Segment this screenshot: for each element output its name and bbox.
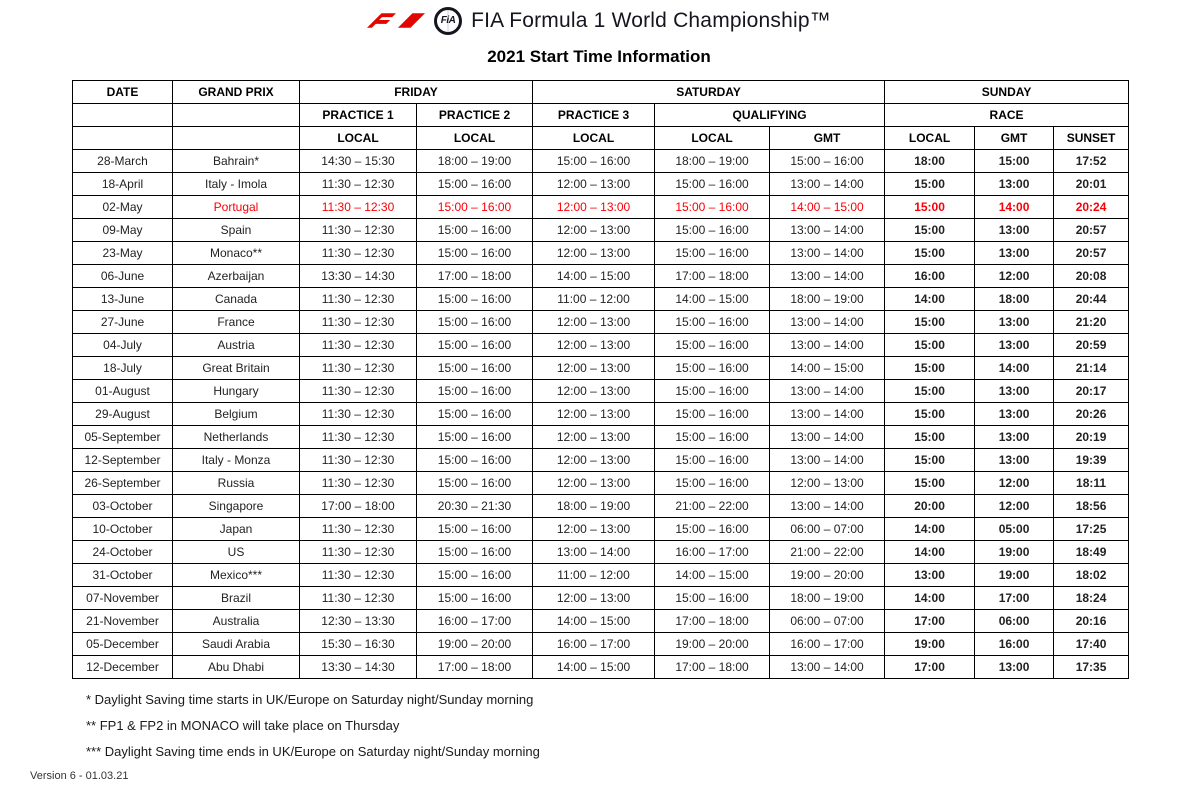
footnote-dst-start: * Daylight Saving time starts in UK/Europe on Saturday night/Sunday morning [86, 692, 534, 707]
grand-prix-name: Bahrain* [173, 150, 300, 173]
grand-prix-name: Russia [173, 472, 300, 495]
practice1-local-time: 11:30 – 12:30 [300, 449, 417, 472]
practice3-local-time: 12:00 – 13:00 [533, 219, 655, 242]
race-gmt-time: 17:00 [975, 587, 1054, 610]
race-date: 29-August [73, 403, 173, 426]
race-gmt-time: 13:00 [975, 380, 1054, 403]
qualifying-gmt-time: 06:00 – 07:00 [770, 518, 885, 541]
practice2-local-time: 15:00 – 16:00 [417, 587, 533, 610]
qualifying-gmt-time: 13:00 – 14:00 [770, 265, 885, 288]
table-row [73, 449, 1129, 472]
race-date: 01-August [73, 380, 173, 403]
qualifying-gmt-time: 13:00 – 14:00 [770, 242, 885, 265]
practice2-local-time: 15:00 – 16:00 [417, 426, 533, 449]
race-gmt-time: 14:00 [975, 196, 1054, 219]
practice3-local-time: 12:00 – 13:00 [533, 380, 655, 403]
race-gmt-time: 13:00 [975, 426, 1054, 449]
grand-prix-name: Singapore [173, 495, 300, 518]
practice2-local-time: 15:00 – 16:00 [417, 403, 533, 426]
race-local-time: 17:00 [885, 610, 975, 633]
practice3-local-time: 12:00 – 13:00 [533, 196, 655, 219]
qualifying-local-time: 15:00 – 16:00 [655, 587, 770, 610]
practice2-local-time: 15:00 – 16:00 [417, 196, 533, 219]
qualifying-local-time: 17:00 – 18:00 [655, 656, 770, 679]
sunset-time: 20:57 [1054, 219, 1129, 242]
header-qualifying: QUALIFYING [655, 104, 885, 127]
race-local-time: 15:00 [885, 196, 975, 219]
header-p3-local: LOCAL [533, 127, 655, 150]
practice1-local-time: 11:30 – 12:30 [300, 242, 417, 265]
qualifying-local-time: 15:00 – 16:00 [655, 357, 770, 380]
practice2-local-time: 16:00 – 17:00 [417, 610, 533, 633]
table-row [73, 541, 1129, 564]
qualifying-gmt-time: 16:00 – 17:00 [770, 633, 885, 656]
race-local-time: 14:00 [885, 587, 975, 610]
race-date: 12-December [73, 656, 173, 679]
header-practice3: PRACTICE 3 [533, 104, 655, 127]
practice1-local-time: 15:30 – 16:30 [300, 633, 417, 656]
grand-prix-name: Japan [173, 518, 300, 541]
sunset-time: 17:25 [1054, 518, 1129, 541]
race-date: 02-May [73, 196, 173, 219]
race-local-time: 13:00 [885, 564, 975, 587]
practice2-local-time: 15:00 – 16:00 [417, 472, 533, 495]
race-local-time: 15:00 [885, 449, 975, 472]
qualifying-local-time: 19:00 – 20:00 [655, 633, 770, 656]
practice3-local-time: 16:00 – 17:00 [533, 633, 655, 656]
grand-prix-name: Azerbaijan [173, 265, 300, 288]
footnote-dst-end: *** Daylight Saving time ends in UK/Europe on Saturday night/Sunday morning [86, 744, 540, 759]
race-date: 06-June [73, 265, 173, 288]
practice3-local-time: 14:00 – 15:00 [533, 610, 655, 633]
qualifying-local-time: 15:00 – 16:00 [655, 472, 770, 495]
header-race: RACE [885, 104, 1129, 127]
race-gmt-time: 12:00 [975, 265, 1054, 288]
empty-cell [173, 104, 300, 127]
table-row [73, 518, 1129, 541]
grand-prix-name: Canada [173, 288, 300, 311]
race-gmt-time: 18:00 [975, 288, 1054, 311]
race-date: 09-May [73, 219, 173, 242]
sunset-time: 17:35 [1054, 656, 1129, 679]
table-row [73, 495, 1129, 518]
practice3-local-time: 12:00 – 13:00 [533, 518, 655, 541]
practice1-local-time: 11:30 – 12:30 [300, 288, 417, 311]
header-row-days [73, 81, 1129, 104]
table-row [73, 334, 1129, 357]
qualifying-local-time: 15:00 – 16:00 [655, 242, 770, 265]
practice3-local-time: 12:00 – 13:00 [533, 449, 655, 472]
qualifying-gmt-time: 21:00 – 22:00 [770, 541, 885, 564]
sunset-time: 20:59 [1054, 334, 1129, 357]
practice2-local-time: 17:00 – 18:00 [417, 656, 533, 679]
grand-prix-name: Saudi Arabia [173, 633, 300, 656]
race-gmt-time: 13:00 [975, 173, 1054, 196]
header-row-timezones [73, 127, 1129, 150]
grand-prix-name: Spain [173, 219, 300, 242]
race-date: 18-July [73, 357, 173, 380]
qualifying-local-time: 15:00 – 16:00 [655, 219, 770, 242]
grand-prix-name: France [173, 311, 300, 334]
practice2-local-time: 19:00 – 20:00 [417, 633, 533, 656]
practice2-local-time: 15:00 – 16:00 [417, 518, 533, 541]
race-date: 18-April [73, 173, 173, 196]
practice2-local-time: 15:00 – 16:00 [417, 311, 533, 334]
grand-prix-name: Hungary [173, 380, 300, 403]
race-local-time: 20:00 [885, 495, 975, 518]
sunset-time: 20:26 [1054, 403, 1129, 426]
practice1-local-time: 11:30 – 12:30 [300, 587, 417, 610]
practice2-local-time: 15:00 – 16:00 [417, 242, 533, 265]
practice1-local-time: 11:30 – 12:30 [300, 426, 417, 449]
grand-prix-name: Great Britain [173, 357, 300, 380]
race-date: 04-July [73, 334, 173, 357]
qualifying-local-time: 15:00 – 16:00 [655, 426, 770, 449]
race-date: 03-October [73, 495, 173, 518]
table-row [73, 150, 1129, 173]
table-row [73, 587, 1129, 610]
championship-title: FIA Formula 1 World Championship™ [471, 8, 831, 32]
qualifying-local-time: 15:00 – 16:00 [655, 196, 770, 219]
qualifying-gmt-time: 13:00 – 14:00 [770, 219, 885, 242]
practice1-local-time: 11:30 – 12:30 [300, 380, 417, 403]
qualifying-gmt-time: 14:00 – 15:00 [770, 357, 885, 380]
sunset-time: 17:40 [1054, 633, 1129, 656]
grand-prix-name: Belgium [173, 403, 300, 426]
qualifying-local-time: 15:00 – 16:00 [655, 380, 770, 403]
practice2-local-time: 15:00 – 16:00 [417, 564, 533, 587]
practice3-local-time: 12:00 – 13:00 [533, 472, 655, 495]
practice3-local-time: 12:00 – 13:00 [533, 403, 655, 426]
practice1-local-time: 11:30 – 12:30 [300, 334, 417, 357]
qualifying-local-time: 15:00 – 16:00 [655, 449, 770, 472]
practice1-local-time: 11:30 – 12:30 [300, 541, 417, 564]
practice3-local-time: 14:00 – 15:00 [533, 265, 655, 288]
header-q-gmt: GMT [770, 127, 885, 150]
practice1-local-time: 11:30 – 12:30 [300, 173, 417, 196]
practice3-local-time: 11:00 – 12:00 [533, 288, 655, 311]
grand-prix-name: Netherlands [173, 426, 300, 449]
practice3-local-time: 12:00 – 13:00 [533, 311, 655, 334]
practice1-local-time: 11:30 – 12:30 [300, 472, 417, 495]
race-local-time: 16:00 [885, 265, 975, 288]
race-date: 26-September [73, 472, 173, 495]
table-row [73, 196, 1129, 219]
sunset-time: 18:24 [1054, 587, 1129, 610]
race-gmt-time: 13:00 [975, 242, 1054, 265]
qualifying-local-time: 15:00 – 16:00 [655, 334, 770, 357]
table-row [73, 242, 1129, 265]
practice2-local-time: 17:00 – 18:00 [417, 265, 533, 288]
sunset-time: 20:01 [1054, 173, 1129, 196]
practice2-local-time: 15:00 – 16:00 [417, 449, 533, 472]
race-date: 23-May [73, 242, 173, 265]
header-row-sessions [73, 104, 1129, 127]
practice2-local-time: 15:00 – 16:00 [417, 173, 533, 196]
race-date: 31-October [73, 564, 173, 587]
header-p2-local: LOCAL [417, 127, 533, 150]
race-local-time: 15:00 [885, 219, 975, 242]
table-row [73, 311, 1129, 334]
start-time-table [72, 80, 1129, 679]
sunset-time: 17:52 [1054, 150, 1129, 173]
practice2-local-time: 15:00 – 16:00 [417, 288, 533, 311]
qualifying-gmt-time: 06:00 – 07:00 [770, 610, 885, 633]
table-row [73, 610, 1129, 633]
qualifying-gmt-time: 14:00 – 15:00 [770, 196, 885, 219]
practice2-local-time: 15:00 – 16:00 [417, 541, 533, 564]
practice1-local-time: 14:30 – 15:30 [300, 150, 417, 173]
practice3-local-time: 12:00 – 13:00 [533, 587, 655, 610]
qualifying-gmt-time: 13:00 – 14:00 [770, 173, 885, 196]
race-gmt-time: 19:00 [975, 564, 1054, 587]
race-local-time: 15:00 [885, 472, 975, 495]
grand-prix-name: Brazil [173, 587, 300, 610]
empty-cell [173, 127, 300, 150]
practice3-local-time: 12:00 – 13:00 [533, 426, 655, 449]
header-saturday: SATURDAY [533, 81, 885, 104]
sunset-time: 20:24 [1054, 196, 1129, 219]
schedule-body [73, 150, 1129, 679]
qualifying-local-time: 14:00 – 15:00 [655, 288, 770, 311]
practice3-local-time: 12:00 – 13:00 [533, 334, 655, 357]
table-row [73, 472, 1129, 495]
table-header [73, 81, 1129, 150]
race-local-time: 15:00 [885, 334, 975, 357]
version-label: Version 6 - 01.03.21 [30, 770, 129, 782]
practice1-local-time: 11:30 – 12:30 [300, 311, 417, 334]
race-date: 05-September [73, 426, 173, 449]
header-sunset: SUNSET [1054, 127, 1129, 150]
race-gmt-time: 19:00 [975, 541, 1054, 564]
practice3-local-time: 12:00 – 13:00 [533, 173, 655, 196]
practice1-local-time: 13:30 – 14:30 [300, 265, 417, 288]
practice3-local-time: 13:00 – 14:00 [533, 541, 655, 564]
practice3-local-time: 12:00 – 13:00 [533, 242, 655, 265]
header-race-local: LOCAL [885, 127, 975, 150]
race-gmt-time: 05:00 [975, 518, 1054, 541]
practice3-local-time: 14:00 – 15:00 [533, 656, 655, 679]
qualifying-gmt-time: 19:00 – 20:00 [770, 564, 885, 587]
practice2-local-time: 15:00 – 16:00 [417, 334, 533, 357]
sunset-time: 18:02 [1054, 564, 1129, 587]
empty-cell [73, 127, 173, 150]
header-grand-prix: GRAND PRIX [173, 81, 300, 104]
footnote-monaco: ** FP1 & FP2 in MONACO will take place on Thursday [86, 718, 400, 733]
race-date: 21-November [73, 610, 173, 633]
sunset-time: 21:20 [1054, 311, 1129, 334]
race-date: 28-March [73, 150, 173, 173]
race-gmt-time: 06:00 [975, 610, 1054, 633]
qualifying-gmt-time: 13:00 – 14:00 [770, 311, 885, 334]
race-gmt-time: 15:00 [975, 150, 1054, 173]
sunset-time: 20:57 [1054, 242, 1129, 265]
qualifying-local-time: 17:00 – 18:00 [655, 265, 770, 288]
table-row [73, 633, 1129, 656]
sunset-time: 20:08 [1054, 265, 1129, 288]
race-gmt-time: 13:00 [975, 449, 1054, 472]
race-date: 12-September [73, 449, 173, 472]
sunset-time: 18:11 [1054, 472, 1129, 495]
footnotes [86, 692, 1198, 759]
qualifying-local-time: 15:00 – 16:00 [655, 518, 770, 541]
race-local-time: 15:00 [885, 357, 975, 380]
race-local-time: 14:00 [885, 518, 975, 541]
practice1-local-time: 11:30 – 12:30 [300, 403, 417, 426]
sunset-time: 18:49 [1054, 541, 1129, 564]
grand-prix-name: US [173, 541, 300, 564]
grand-prix-name: Italy - Imola [173, 173, 300, 196]
page-title: 2021 Start Time Information [487, 47, 711, 66]
race-local-time: 15:00 [885, 380, 975, 403]
qualifying-local-time: 21:00 – 22:00 [655, 495, 770, 518]
grand-prix-name: Italy - Monza [173, 449, 300, 472]
race-local-time: 15:00 [885, 173, 975, 196]
table-row [73, 564, 1129, 587]
practice2-local-time: 20:30 – 21:30 [417, 495, 533, 518]
practice3-local-time: 15:00 – 16:00 [533, 150, 655, 173]
table-row [73, 403, 1129, 426]
sunset-time: 18:56 [1054, 495, 1129, 518]
grand-prix-name: Australia [173, 610, 300, 633]
grand-prix-name: Mexico*** [173, 564, 300, 587]
grand-prix-name: Abu Dhabi [173, 656, 300, 679]
grand-prix-name: Monaco** [173, 242, 300, 265]
race-gmt-time: 13:00 [975, 656, 1054, 679]
race-date: 05-December [73, 633, 173, 656]
qualifying-gmt-time: 13:00 – 14:00 [770, 380, 885, 403]
race-gmt-time: 12:00 [975, 472, 1054, 495]
race-local-time: 15:00 [885, 242, 975, 265]
qualifying-gmt-time: 13:00 – 14:00 [770, 449, 885, 472]
race-local-time: 18:00 [885, 150, 975, 173]
practice1-local-time: 17:00 – 18:00 [300, 495, 417, 518]
sunset-time: 20:17 [1054, 380, 1129, 403]
race-gmt-time: 13:00 [975, 334, 1054, 357]
race-local-time: 19:00 [885, 633, 975, 656]
brand-header [0, 0, 1198, 36]
race-gmt-time: 12:00 [975, 495, 1054, 518]
sunset-time: 20:19 [1054, 426, 1129, 449]
header-practice2: PRACTICE 2 [417, 104, 533, 127]
table-row [73, 265, 1129, 288]
sunset-time: 21:14 [1054, 357, 1129, 380]
race-local-time: 14:00 [885, 541, 975, 564]
header-friday: FRIDAY [300, 81, 533, 104]
practice3-local-time: 18:00 – 19:00 [533, 495, 655, 518]
practice1-local-time: 11:30 – 12:30 [300, 564, 417, 587]
table-row [73, 380, 1129, 403]
qualifying-local-time: 14:00 – 15:00 [655, 564, 770, 587]
table-row [73, 426, 1129, 449]
qualifying-gmt-time: 13:00 – 14:00 [770, 334, 885, 357]
practice1-local-time: 11:30 – 12:30 [300, 219, 417, 242]
race-gmt-time: 13:00 [975, 311, 1054, 334]
sunset-time: 20:16 [1054, 610, 1129, 633]
race-local-time: 15:00 [885, 311, 975, 334]
header-practice1: PRACTICE 1 [300, 104, 417, 127]
sunset-time: 19:39 [1054, 449, 1129, 472]
qualifying-gmt-time: 13:00 – 14:00 [770, 495, 885, 518]
qualifying-local-time: 15:00 – 16:00 [655, 403, 770, 426]
practice1-local-time: 11:30 – 12:30 [300, 196, 417, 219]
empty-cell [73, 104, 173, 127]
qualifying-gmt-time: 13:00 – 14:00 [770, 403, 885, 426]
race-local-time: 17:00 [885, 656, 975, 679]
practice2-local-time: 15:00 – 16:00 [417, 219, 533, 242]
practice2-local-time: 15:00 – 16:00 [417, 380, 533, 403]
qualifying-gmt-time: 12:00 – 13:00 [770, 472, 885, 495]
race-date: 10-October [73, 518, 173, 541]
race-date: 24-October [73, 541, 173, 564]
race-date: 07-November [73, 587, 173, 610]
qualifying-local-time: 15:00 – 16:00 [655, 311, 770, 334]
race-local-time: 15:00 [885, 403, 975, 426]
header-sunday: SUNDAY [885, 81, 1129, 104]
race-gmt-time: 13:00 [975, 403, 1054, 426]
race-date: 13-June [73, 288, 173, 311]
race-local-time: 15:00 [885, 426, 975, 449]
grand-prix-name: Austria [173, 334, 300, 357]
practice1-local-time: 13:30 – 14:30 [300, 656, 417, 679]
grand-prix-name: Portugal [173, 196, 300, 219]
practice1-local-time: 11:30 – 12:30 [300, 518, 417, 541]
race-gmt-time: 16:00 [975, 633, 1054, 656]
header-q-local: LOCAL [655, 127, 770, 150]
table-row [73, 656, 1129, 679]
sunset-time: 20:44 [1054, 288, 1129, 311]
qualifying-gmt-time: 18:00 – 19:00 [770, 288, 885, 311]
practice1-local-time: 11:30 – 12:30 [300, 357, 417, 380]
qualifying-gmt-time: 13:00 – 14:00 [770, 426, 885, 449]
race-gmt-time: 14:00 [975, 357, 1054, 380]
header-p1-local: LOCAL [300, 127, 417, 150]
table-row [73, 173, 1129, 196]
qualifying-gmt-time: 13:00 – 14:00 [770, 656, 885, 679]
qualifying-local-time: 16:00 – 17:00 [655, 541, 770, 564]
practice1-local-time: 12:30 – 13:30 [300, 610, 417, 633]
qualifying-gmt-time: 18:00 – 19:00 [770, 587, 885, 610]
table-row [73, 288, 1129, 311]
practice3-local-time: 11:00 – 12:00 [533, 564, 655, 587]
race-date: 27-June [73, 311, 173, 334]
header-date: DATE [73, 81, 173, 104]
table-row [73, 357, 1129, 380]
qualifying-local-time: 15:00 – 16:00 [655, 173, 770, 196]
practice2-local-time: 15:00 – 16:00 [417, 357, 533, 380]
practice3-local-time: 12:00 – 13:00 [533, 357, 655, 380]
race-local-time: 14:00 [885, 288, 975, 311]
qualifying-local-time: 17:00 – 18:00 [655, 610, 770, 633]
f1-logo-icon [367, 13, 425, 28]
table-row [73, 219, 1129, 242]
practice2-local-time: 18:00 – 19:00 [417, 150, 533, 173]
qualifying-local-time: 18:00 – 19:00 [655, 150, 770, 173]
header-race-gmt: GMT [975, 127, 1054, 150]
race-gmt-time: 13:00 [975, 219, 1054, 242]
fia-emblem-icon: FiA [434, 7, 462, 35]
qualifying-gmt-time: 15:00 – 16:00 [770, 150, 885, 173]
